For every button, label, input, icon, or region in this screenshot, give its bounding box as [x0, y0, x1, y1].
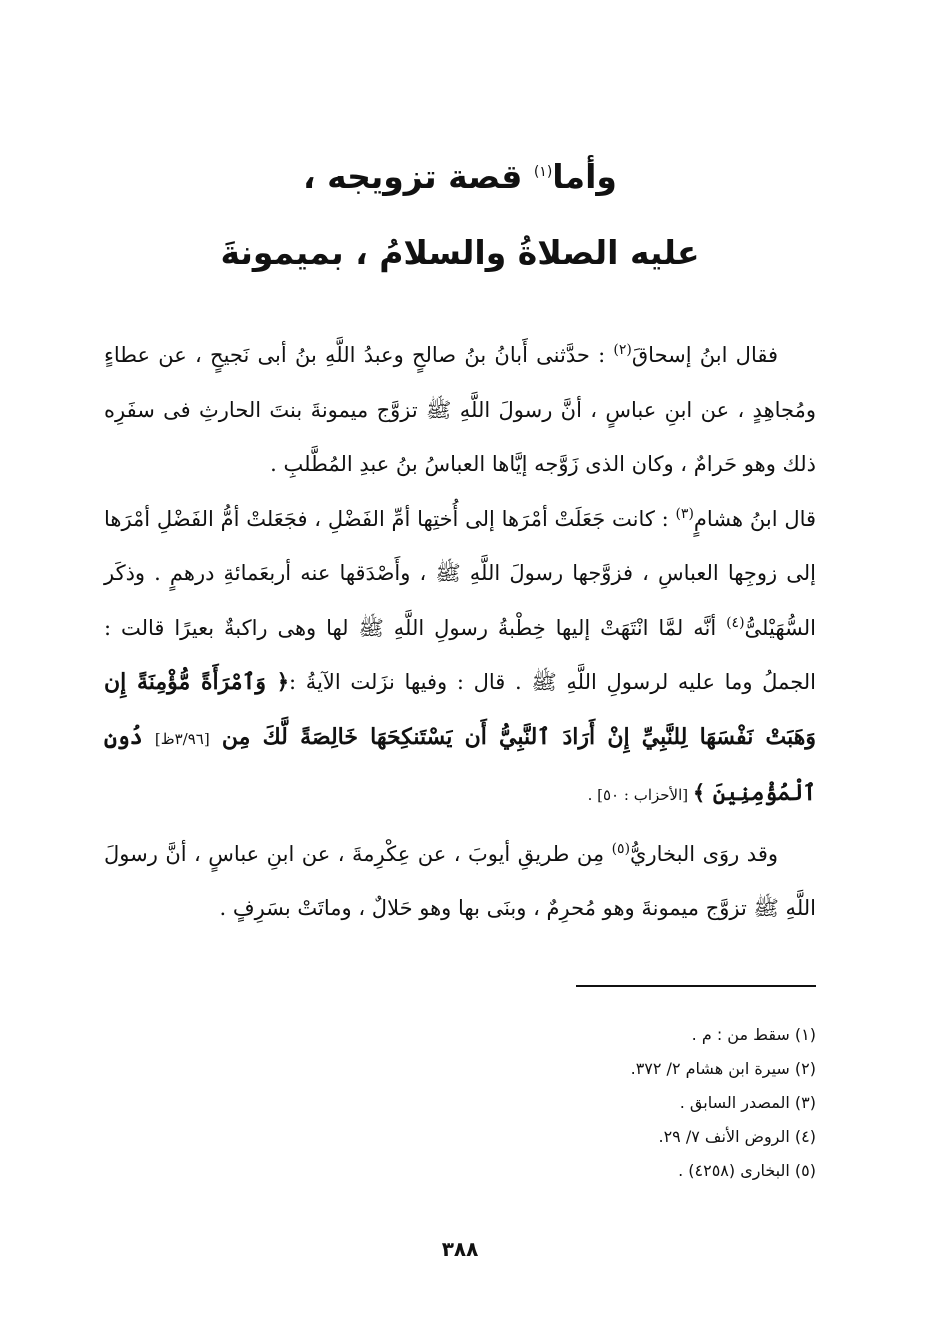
manuscript-page-ref: [٣/٩٦ظ] [154, 729, 210, 748]
paragraph-2-middle: : كانت جَعَلَتْ أمْرَها إلى أُختِها أمِّ الفَضْلِ ، فجَعَلتْ أمُّ الفَضْلِ أمْرَها إلى زوجِها العباسِ ، فزوَّجها رسولَ اللَّهِ ﷺ ، وأَصْدَقها عنه أربعَمائةِ درهمٍ . وذكَر السُّهَيْلىُّ [104, 506, 816, 640]
paragraph-2-rest: أنَّه لمَّا انْتَهَتْ إليها خِطْبةُ رسولِ اللَّهِ ﷺ لها وهى راكبةٌ بعيرًا قالت : الجملُ وما عليه لرسولِ اللَّهِ ﷺ . قال : وفيها نزَلت الآيةُ : [104, 615, 816, 694]
quran-close-bracket: ﴾ [692, 780, 706, 805]
footnote-ref-3: (٣) [675, 505, 694, 522]
title-text-end: قصة تزويجه ، [303, 157, 534, 196]
chapter-title-line-1 [104, 157, 816, 196]
paragraph-3-start: وقد روَى البخاريُّ [630, 841, 778, 866]
footnote-5: (٥) البخارى (٤٢٥٨) . [678, 1161, 816, 1180]
footnote-ref-5: (٥) [611, 840, 631, 857]
footnote-3: (٣) المصدر السابق . [679, 1093, 816, 1112]
footnote-2: (٢) سيرة ابن هشام ٢/ ٣٧٢. [630, 1059, 816, 1078]
surah-reference: [الأحزاب : ٥٠] . [587, 786, 693, 804]
chapter-title-line-2: عليه الصلاةُ والسلامُ ، بميمونةَ [220, 233, 700, 272]
title-text-start: وأما [552, 157, 617, 196]
paragraph-3-rest: مِن طريقِ أيوبَ ، عن عِكْرِمةَ ، عن ابنِ عباسٍ ، أنَّ رسولَ اللَّهِ ﷺ تزوَّج ميمونةَ وهو مُحرِمٌ ، وبنَى بها وهو حَلالٌ ، وماتَتْ بسَرِفٍ . [104, 841, 816, 920]
paragraph-2 [104, 492, 816, 823]
quran-open-bracket: ﴿ [276, 669, 290, 694]
footnote-ref-4: (٤) [726, 614, 745, 631]
footnote-4: (٤) الروض الأنف ٧/ ٢٩. [658, 1127, 816, 1146]
footnote-ref-2: (٢) [613, 342, 632, 358]
paragraph-1-rest: : حدَّثنى أَبانُ بنُ صالحٍ وعبدُ اللَّهِ بنُ أبى نَجيحٍ ، عن عطاءٍ ومُجاهِدٍ ، عن ابنِ عباسٍ ، أنَّ رسولَ اللَّهِ ﷺ تزوَّج ميمونةَ بنتَ الحارثِ فى سفَرِه ذلك وهو حَرامٌ ، وكان الذى زَوَّجه إيَّاها العباسُ بنُ عبدِ المُطَّلبِ . [104, 343, 816, 476]
paragraph-1-start: فقال ابنُ إسحاقَ [631, 343, 778, 367]
footnote-divider [576, 985, 816, 987]
paragraph-3 [104, 827, 816, 936]
footnote-ref-1: (١) [533, 164, 553, 180]
footnotes-list [104, 1018, 816, 1188]
main-text [104, 328, 816, 936]
quran-verse-end: دُونِ ٱلْمُؤْمِنِينَ [104, 723, 816, 806]
paragraph-1 [104, 328, 816, 492]
book-page [104, 0, 816, 1339]
page-number: ٣٨٨ [441, 1237, 479, 1261]
paragraph-2-start: قال ابنُ هشامٍ [693, 506, 817, 531]
quran-verse: وَٱمْرَأَةً مُّؤْمِنَةً إِن وَهَبَتْ نَفْسَهَا لِلنَّبِيِّ إِنْ أَرَادَ ٱلنَّبِيُّ أَن يَسْتَنكِحَهَا خَالِصَةً لَّكَ مِن [104, 669, 816, 750]
footnote-1: (١) سقط من : م . [691, 1025, 816, 1044]
